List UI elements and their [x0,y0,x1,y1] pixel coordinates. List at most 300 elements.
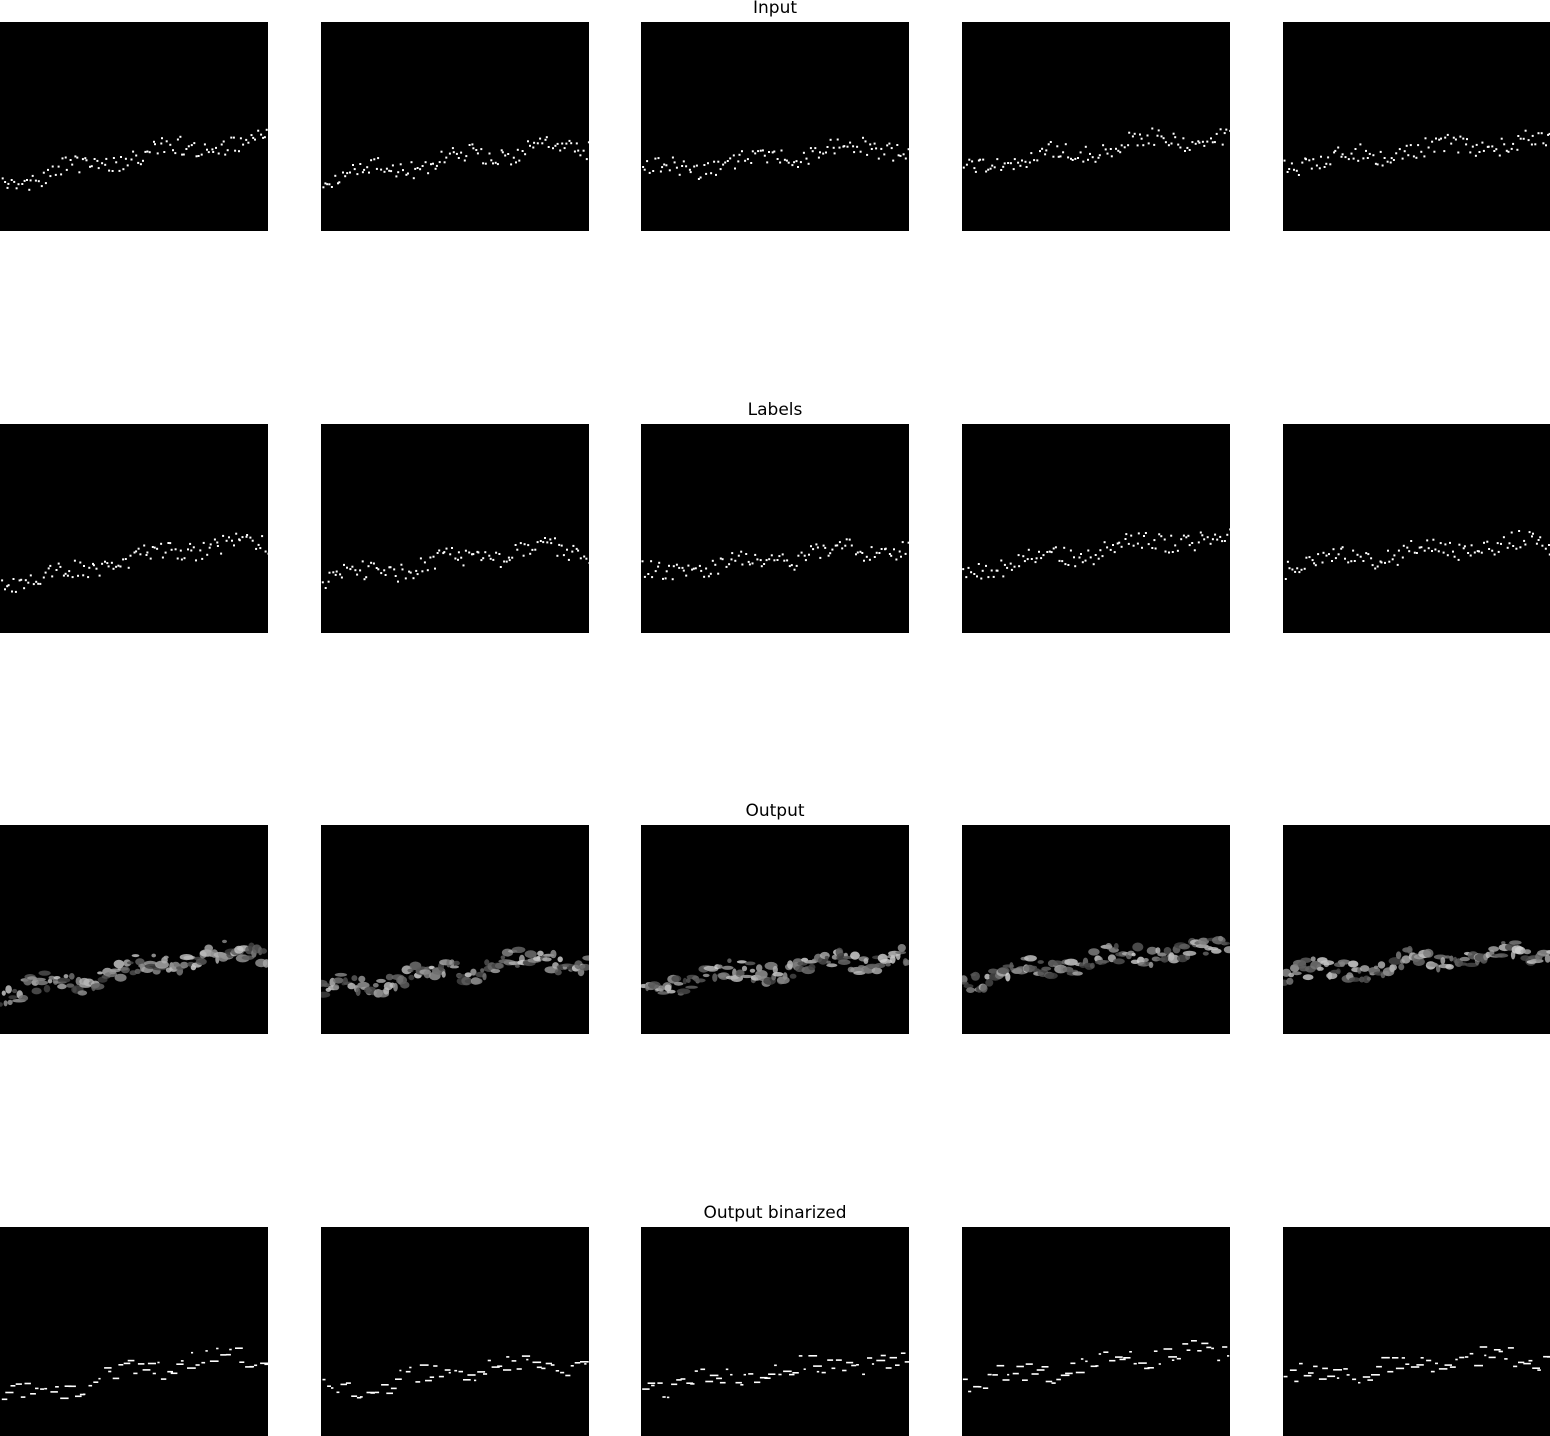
point [191,144,193,146]
point [1285,578,1287,580]
point [893,548,895,550]
dash [1026,1363,1033,1365]
blob [742,966,747,972]
point [1229,130,1230,132]
dash [1431,1371,1435,1373]
blob [745,962,756,966]
point [446,548,448,550]
point [84,157,86,159]
point [1287,561,1289,563]
point [1153,144,1155,146]
point [1106,546,1108,548]
point [175,548,177,550]
point [818,157,820,159]
point [707,162,709,164]
labels-panel-5-points [1283,424,1550,633]
point [1453,137,1455,139]
point [162,557,164,559]
point [1458,559,1460,561]
point [226,540,228,542]
point [332,571,334,573]
point [343,564,345,566]
output-panel-2 [321,825,589,1034]
point [157,152,159,154]
point [1420,546,1422,548]
point [518,160,520,162]
point [132,151,134,153]
point [511,557,513,559]
point [414,168,416,170]
point [1065,143,1067,145]
point [843,145,845,147]
point [1212,141,1214,143]
point [99,575,101,577]
point [1155,548,1157,550]
point [1327,156,1329,158]
point [137,162,139,164]
point [766,559,768,561]
point [647,573,649,575]
point [713,161,715,163]
dash [740,1384,743,1386]
dash [1172,1359,1174,1361]
dash [216,1348,218,1350]
point [1160,535,1162,537]
blob [1320,960,1334,965]
point [715,174,717,176]
point [699,565,701,567]
point [402,169,404,171]
dash [1470,1353,1474,1355]
point [51,575,53,577]
point [1360,556,1362,558]
point [492,559,494,561]
point [425,161,427,163]
point [171,549,173,551]
point [1387,550,1389,552]
point [1050,141,1052,143]
point [88,567,90,569]
point [665,164,667,166]
point [1528,139,1530,141]
point [185,148,187,150]
point [224,154,226,156]
point [658,562,660,564]
point [804,555,806,557]
blob [180,962,188,969]
point [537,142,539,144]
point [93,564,95,566]
blob [1224,946,1230,953]
point [67,575,69,577]
blob [1460,957,1470,961]
point [169,542,171,544]
dash [454,1370,457,1372]
output-panel-5 [1283,825,1550,1034]
blob [1114,943,1119,950]
point [874,143,876,145]
point [1048,143,1050,145]
point [819,557,821,559]
blob [0,1002,3,1007]
point [703,576,705,578]
point [1214,141,1216,143]
blob [550,950,556,958]
point [1180,538,1182,540]
point [1334,150,1336,152]
dash [1134,1363,1137,1365]
input-panel-1 [0,22,268,231]
dash [1537,1369,1541,1371]
dash [1402,1357,1405,1359]
point [1063,547,1065,549]
point [691,569,693,571]
point [1179,147,1181,149]
point [1206,141,1208,143]
dash [754,1382,760,1384]
point [529,553,531,555]
point [1153,539,1155,541]
point [139,553,141,555]
dash [705,1381,713,1383]
point [1070,550,1072,552]
blob [542,957,552,961]
point [1367,553,1369,555]
point [1431,550,1433,552]
point [1051,551,1053,553]
point [762,149,764,151]
dash [89,1385,93,1387]
blob [1038,960,1044,964]
dash [1358,1382,1360,1384]
point [796,565,798,567]
point [1483,150,1485,152]
input-panel-5-points [1283,22,1550,231]
point [781,150,783,152]
point [434,568,436,570]
point [1499,155,1501,157]
point [847,146,849,148]
point [390,170,392,172]
point [392,164,394,166]
point [1515,548,1517,550]
binarized-panel-5-dashes [1283,1227,1550,1436]
point [1450,143,1452,145]
point [128,567,130,569]
point [1038,551,1040,553]
dash [730,1374,732,1376]
point [700,177,702,179]
point [424,561,426,563]
dash [503,1369,511,1371]
point [817,547,819,549]
dash [235,1347,243,1349]
point [1289,567,1291,569]
point [527,140,529,142]
point [1163,137,1165,139]
point [356,574,358,576]
point [1494,554,1496,556]
point [908,148,909,150]
point [1087,550,1089,552]
point [98,167,100,169]
point [485,163,487,165]
point [1438,550,1440,552]
point [651,576,653,578]
dash [351,1395,357,1397]
dash [1103,1351,1108,1353]
point [356,173,358,175]
point [1296,567,1298,569]
point [908,542,909,544]
point [855,553,857,555]
dash [726,1369,729,1371]
point [18,183,20,185]
blob [685,986,698,989]
point [47,169,49,171]
point [451,547,453,549]
point [1133,545,1135,547]
point [971,160,973,162]
point [779,162,781,164]
point [771,554,773,556]
point [227,149,229,151]
point [510,163,512,165]
point [377,157,379,159]
point [1392,558,1394,560]
point [866,154,868,156]
blob [558,956,563,962]
point [1337,147,1339,149]
point [233,544,235,546]
blob [1523,949,1531,954]
point [1177,550,1179,552]
point [1393,554,1395,556]
point [1298,174,1300,176]
point [362,560,364,562]
point [731,552,733,554]
point [254,139,256,141]
point [264,136,266,138]
point [524,153,526,155]
point [15,591,17,593]
dash [35,1388,39,1390]
point [1377,566,1379,568]
point [1424,550,1426,552]
point [1520,138,1522,140]
blob [712,973,717,982]
dash [978,1386,981,1388]
point [149,151,151,153]
point [35,581,37,583]
point [101,162,103,164]
point [860,151,862,153]
point [744,160,746,162]
point [179,136,181,138]
dash [467,1374,475,1376]
point [220,553,222,555]
point [215,147,217,149]
point [589,562,590,564]
point [515,161,517,163]
point [1335,557,1337,559]
dash [1474,1365,1483,1367]
point [1341,156,1343,158]
point [437,552,439,554]
point [407,173,409,175]
point [810,545,812,547]
dash [1319,1378,1327,1380]
dash [804,1368,806,1370]
point [1002,575,1004,577]
point [255,548,257,550]
dash [60,1398,68,1400]
point [676,564,678,566]
point [475,149,477,151]
point [211,148,213,150]
point [856,146,858,148]
point [87,576,89,578]
point [1044,153,1046,155]
point [895,559,897,561]
point [1447,134,1449,136]
point [1024,560,1026,562]
point [326,183,328,185]
dash [128,1360,135,1362]
point [681,165,683,167]
point [160,143,162,145]
labels-panel-1 [0,424,268,633]
point [685,165,687,167]
point [748,561,750,563]
point [1320,156,1322,158]
point [722,164,724,166]
blob [2,991,6,996]
point [1201,534,1203,536]
point [1124,146,1126,148]
dash [565,1375,570,1377]
point [1168,552,1170,554]
point [419,168,421,170]
dash [1022,1379,1028,1381]
point [1408,550,1410,552]
dash [187,1367,196,1369]
point [544,537,546,539]
blob [971,972,980,981]
point [498,553,500,555]
point [1137,543,1139,545]
dash [1396,1368,1404,1370]
point [1495,148,1497,150]
dash [1222,1346,1227,1348]
dash [997,1365,1005,1367]
point [429,557,431,559]
point [368,172,370,174]
point [1043,554,1045,556]
point [513,157,515,159]
point [970,571,972,573]
point [812,150,814,152]
point [1433,151,1435,153]
blob [898,944,906,952]
point [1523,540,1525,542]
point [240,137,242,139]
point [1229,528,1230,530]
point [59,566,61,568]
point [668,565,670,567]
point [982,570,984,572]
point [1104,541,1106,543]
dash [1154,1350,1158,1352]
point [851,545,853,547]
dash [744,1374,746,1376]
point [120,566,122,568]
point [973,573,975,575]
point [1525,130,1527,132]
blob [36,980,48,985]
dash [360,1396,363,1398]
point [477,552,479,554]
point [193,546,195,548]
dash [1056,1379,1061,1381]
row-title-output: Output [745,801,805,821]
point [397,581,399,583]
point [1519,546,1521,548]
point [373,563,375,565]
point [1323,552,1325,554]
point [458,551,460,553]
point [1219,536,1221,538]
point [1202,141,1204,143]
blob [890,955,896,963]
dash [1494,1349,1501,1351]
point [1006,567,1008,569]
dash [1455,1359,1457,1361]
point [661,166,663,168]
point [1440,138,1442,140]
dash [1211,1348,1214,1350]
point [1040,557,1042,559]
dash [1227,1355,1229,1357]
point [534,549,536,551]
point [1348,158,1350,160]
blob [555,969,562,975]
point [1431,141,1433,143]
labels-panel-1-points [0,424,268,633]
dash [1123,1357,1130,1359]
point [1312,158,1314,160]
point [1534,143,1536,145]
point [322,186,324,188]
dash [808,1355,817,1357]
point [1170,535,1172,537]
point [824,547,826,549]
dash [1284,1376,1288,1378]
blob [450,965,460,968]
point [1404,150,1406,152]
blob [78,990,88,995]
dash [205,1350,207,1352]
point [1357,160,1359,162]
point [1128,132,1130,134]
point [1524,544,1526,546]
point [844,545,846,547]
point [477,152,479,154]
dash [25,1383,31,1385]
point [1491,145,1493,147]
point [165,552,167,554]
point [201,154,203,156]
